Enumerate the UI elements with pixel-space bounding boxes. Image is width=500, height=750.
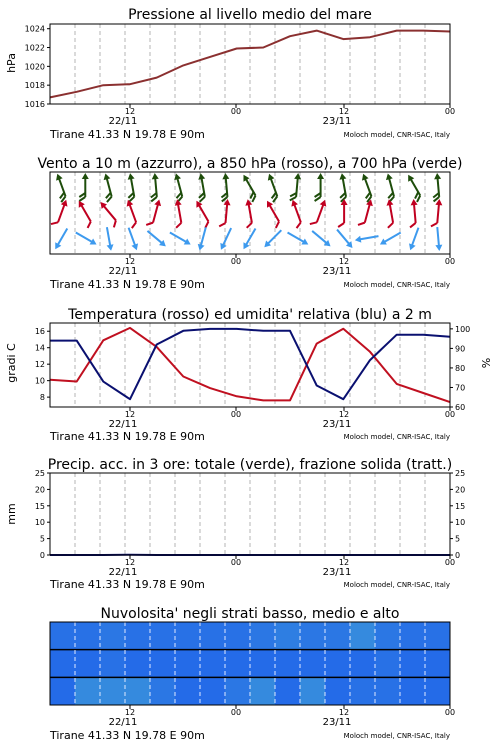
x-tick-label: 12 bbox=[124, 257, 136, 266]
cloud-cell bbox=[75, 650, 101, 678]
location-text: Tirane 41.33 N 19.78 E 90m bbox=[50, 278, 205, 291]
cloud-cell bbox=[125, 677, 151, 705]
x-date-label: 23/11 bbox=[322, 419, 352, 430]
arrow-head bbox=[102, 173, 110, 181]
wind-arrow bbox=[149, 173, 161, 202]
panel-title: Precip. acc. in 3 ore: totale (verde), frazione solida (tratt.) bbox=[47, 457, 453, 473]
credit-text: Moloch model, CNR-ISAC, Italy bbox=[343, 281, 450, 289]
cloud-cell bbox=[125, 622, 151, 650]
arrow-head bbox=[154, 199, 162, 207]
cloud-cell bbox=[175, 622, 201, 650]
arrow-head bbox=[266, 173, 275, 181]
arrow-barb bbox=[410, 223, 416, 228]
y-tick-label: 15 bbox=[455, 501, 466, 511]
arrow-head bbox=[378, 238, 387, 247]
wind-arrow bbox=[74, 199, 96, 228]
arrow-head bbox=[320, 199, 329, 207]
wind-arrow bbox=[407, 226, 422, 251]
arrow-barb bbox=[387, 223, 394, 228]
x-date-label: 23/11 bbox=[322, 717, 352, 728]
cloud-cell bbox=[200, 622, 226, 650]
cloud-cell bbox=[75, 677, 101, 705]
arrow-head bbox=[384, 173, 392, 181]
cloud-cell bbox=[225, 677, 251, 705]
arrow-head bbox=[52, 242, 61, 251]
arrow-head bbox=[294, 173, 301, 180]
x-date-label: 22/11 bbox=[108, 266, 138, 277]
y-tick-label: 80 bbox=[455, 363, 466, 373]
x-tick-label: 12 bbox=[124, 107, 136, 116]
y-tick-label: 25 bbox=[34, 469, 45, 478]
arrow-barb bbox=[130, 222, 137, 228]
wind-arrow bbox=[146, 198, 162, 228]
arrow-barb bbox=[358, 221, 365, 226]
cloud-cell bbox=[150, 650, 176, 678]
wind-arrow bbox=[358, 173, 377, 203]
cloud-cell bbox=[375, 650, 401, 678]
arrow-head bbox=[151, 173, 158, 180]
arrow-head bbox=[338, 173, 346, 180]
arrow-head bbox=[197, 173, 205, 180]
wind-arrow bbox=[383, 199, 397, 228]
cloud-cell bbox=[125, 650, 151, 678]
credit-text: Moloch model, CNR-ISAC, Italy bbox=[343, 433, 450, 441]
arrow-barb bbox=[51, 220, 58, 226]
cloud-cell bbox=[375, 622, 401, 650]
cloud-cell bbox=[300, 677, 326, 705]
arrow-head bbox=[244, 199, 252, 206]
panel-precipitation bbox=[5, 457, 465, 591]
wind-arrow bbox=[238, 173, 260, 202]
x-tick-label: 12 bbox=[338, 410, 350, 419]
arrow-barb bbox=[338, 223, 344, 227]
arrow-head bbox=[264, 199, 273, 208]
arrow-head bbox=[366, 199, 374, 207]
credit-text: Moloch model, CNR-ISAC, Italy bbox=[343, 732, 450, 740]
wind-arrow bbox=[263, 173, 282, 203]
arrow-head bbox=[317, 173, 324, 179]
wind-arrow bbox=[262, 199, 284, 228]
plot-frame bbox=[50, 473, 450, 555]
wind-arrow bbox=[52, 227, 70, 251]
y-tick-label: 1022 bbox=[24, 43, 45, 53]
cloud-cell bbox=[350, 622, 376, 650]
wind-arrow bbox=[124, 173, 138, 202]
y-tick-label: 5 bbox=[455, 534, 461, 544]
y-tick-label: 10 bbox=[34, 376, 45, 386]
cloud-cell bbox=[300, 622, 326, 650]
wind-arrow bbox=[431, 199, 443, 228]
cloud-cell bbox=[100, 650, 126, 678]
x-tick-label: 12 bbox=[338, 107, 350, 116]
x-tick-label: 00 bbox=[230, 558, 242, 567]
arrow-head bbox=[131, 243, 140, 251]
y-tick-label: 12 bbox=[34, 360, 45, 370]
x-date-label: 23/11 bbox=[322, 266, 352, 277]
y-axis-label: mm bbox=[5, 503, 18, 525]
y-tick-label: 1024 bbox=[24, 24, 45, 34]
arrow-head bbox=[301, 238, 310, 247]
cloud-cell bbox=[200, 650, 226, 678]
x-tick-label: 00 bbox=[444, 107, 456, 116]
y-tick-label: 0 bbox=[39, 551, 45, 560]
arrow-head bbox=[360, 173, 369, 181]
y-tick-label: 1020 bbox=[24, 62, 45, 72]
y-tick-label: 0 bbox=[455, 551, 461, 560]
y-axis-label: hPa bbox=[5, 53, 18, 73]
wind-arrow bbox=[334, 227, 355, 250]
x-tick-label: 12 bbox=[338, 257, 350, 266]
wind-arrow bbox=[378, 229, 402, 247]
arrow-head bbox=[107, 244, 115, 251]
cloud-cell bbox=[425, 622, 451, 650]
y-tick-label: 70 bbox=[455, 383, 466, 393]
wind-arrow bbox=[358, 198, 374, 228]
x-date-label: 23/11 bbox=[322, 116, 352, 127]
arrow-head bbox=[410, 199, 417, 206]
location-text: Tirane 41.33 N 19.78 E 90m bbox=[50, 128, 205, 141]
wind-arrow bbox=[125, 226, 140, 251]
arrow-barb bbox=[203, 222, 210, 228]
wind-arrow bbox=[168, 229, 192, 247]
location-text: Tirane 41.33 N 19.78 E 90m bbox=[50, 729, 205, 742]
panel-title: Nuvolosita' negli strati basso, medio e alto bbox=[100, 606, 400, 622]
wind-arrow bbox=[218, 227, 234, 252]
wind-arrow bbox=[171, 199, 185, 228]
wind-arrow bbox=[338, 199, 348, 227]
wind-arrow bbox=[262, 228, 284, 250]
panel-title: Vento a 10 m (azzurro), a 850 hPa (rosso), a 700 hPa (verde) bbox=[37, 156, 463, 172]
cloud-cell bbox=[400, 677, 426, 705]
cloud-cell bbox=[225, 650, 251, 678]
wind-arrow bbox=[195, 173, 209, 202]
wind-arrow bbox=[287, 199, 306, 229]
x-tick-label: 00 bbox=[444, 708, 456, 717]
cloud-cell bbox=[150, 677, 176, 705]
panel-title: Temperatura (rosso) ed umidita' relativa (blu) a 2 m bbox=[68, 307, 432, 323]
wind-arrow bbox=[315, 173, 325, 201]
wind-arrow bbox=[52, 173, 71, 203]
x-date-label: 22/11 bbox=[108, 419, 138, 430]
wind-arrow bbox=[310, 228, 333, 249]
cloud-cell bbox=[150, 622, 176, 650]
panel-pressure bbox=[5, 7, 455, 141]
wind-arrow bbox=[74, 229, 98, 247]
x-tick-label: 12 bbox=[124, 708, 136, 717]
arrow-barb bbox=[175, 223, 182, 228]
cloud-cell bbox=[400, 622, 426, 650]
credit-text: Moloch model, CNR-ISAC, Italy bbox=[343, 581, 450, 589]
y-tick-label: 60 bbox=[455, 403, 466, 412]
panel-cloud-cover bbox=[49, 606, 455, 742]
x-tick-label: 12 bbox=[124, 558, 136, 567]
y-tick-label: 1016 bbox=[24, 100, 45, 109]
arrow-head bbox=[90, 238, 99, 247]
arrow-head bbox=[127, 173, 135, 180]
y2-axis-label: % bbox=[480, 357, 493, 369]
x-date-label: 23/11 bbox=[322, 567, 352, 578]
cloud-cell bbox=[250, 622, 276, 650]
arrow-head bbox=[435, 245, 442, 252]
credit-text: Moloch model, CNR-ISAC, Italy bbox=[343, 131, 450, 139]
arrow-head bbox=[354, 236, 361, 244]
x-tick-label: 12 bbox=[338, 558, 350, 567]
wind-arrow bbox=[242, 199, 256, 228]
y-tick-label: 25 bbox=[455, 469, 466, 478]
arrow-head bbox=[407, 243, 416, 251]
wind-arrow bbox=[431, 173, 443, 202]
plot-frame bbox=[50, 24, 450, 104]
cloud-cell bbox=[300, 650, 326, 678]
cloud-cell bbox=[175, 650, 201, 678]
cloud-cell bbox=[275, 677, 301, 705]
panel-title: Pressione al livello medio del mare bbox=[128, 7, 372, 23]
cloud-cell bbox=[250, 650, 276, 678]
y-axis-label: gradi C bbox=[5, 343, 18, 383]
wind-arrow bbox=[336, 173, 350, 202]
y-tick-label: 10 bbox=[455, 518, 466, 528]
cloud-cell bbox=[50, 622, 76, 650]
cloud-cell bbox=[50, 677, 76, 705]
x-date-label: 22/11 bbox=[108, 116, 138, 127]
arrow-head bbox=[82, 173, 89, 179]
wind-arrow bbox=[191, 199, 213, 228]
x-date-label: 22/11 bbox=[108, 717, 138, 728]
x-tick-label: 00 bbox=[230, 257, 242, 266]
wind-arrow bbox=[79, 173, 89, 201]
wind-arrow bbox=[310, 198, 329, 228]
cloud-cell bbox=[350, 650, 376, 678]
y-tick-label: 8 bbox=[39, 393, 45, 403]
cloud-cell bbox=[100, 622, 126, 650]
y-tick-label: 10 bbox=[34, 518, 45, 528]
wind-arrow bbox=[100, 173, 116, 203]
cloud-cell bbox=[200, 677, 226, 705]
cloud-cell bbox=[75, 622, 101, 650]
wind-arrow bbox=[434, 227, 443, 252]
arrow-head bbox=[434, 173, 441, 180]
wind-arrow bbox=[403, 173, 425, 202]
arrow-barb bbox=[295, 222, 302, 228]
arrow-head bbox=[240, 242, 249, 251]
panel-wind bbox=[37, 156, 462, 291]
cloud-cell bbox=[325, 650, 351, 678]
y-tick-label: 100 bbox=[455, 324, 471, 334]
x-tick-label: 00 bbox=[230, 708, 242, 717]
y-tick-label: 20 bbox=[455, 485, 466, 495]
x-tick-label: 00 bbox=[444, 257, 456, 266]
cloud-cell bbox=[175, 677, 201, 705]
cloud-cell bbox=[50, 650, 76, 678]
cloud-cell bbox=[225, 622, 251, 650]
x-tick-label: 00 bbox=[444, 410, 456, 419]
arrow-head bbox=[173, 173, 181, 181]
y-tick-label: 1018 bbox=[24, 81, 45, 91]
panel-temperature bbox=[5, 307, 493, 443]
arrow-barb bbox=[246, 223, 253, 228]
wind-arrow bbox=[286, 229, 310, 247]
wind-arrow bbox=[196, 226, 209, 251]
cloud-cell bbox=[275, 622, 301, 650]
x-tick-label: 00 bbox=[230, 107, 242, 116]
wind-arrow bbox=[219, 199, 231, 228]
arrow-head bbox=[222, 173, 229, 180]
cloud-cell bbox=[100, 677, 126, 705]
cloud-cell bbox=[325, 677, 351, 705]
cloud-cell bbox=[275, 650, 301, 678]
cloud-cell bbox=[325, 622, 351, 650]
wind-arrow bbox=[103, 227, 114, 252]
arrow-head bbox=[54, 173, 63, 181]
x-tick-label: 00 bbox=[230, 410, 242, 419]
y-tick-label: 15 bbox=[34, 501, 45, 511]
wind-arrow bbox=[145, 228, 168, 249]
arrow-head bbox=[184, 238, 193, 247]
y-tick-label: 90 bbox=[455, 344, 466, 354]
y-tick-label: 5 bbox=[39, 534, 45, 544]
arrow-barb bbox=[310, 220, 317, 226]
y-tick-label: 14 bbox=[34, 343, 45, 353]
arrow-barb bbox=[431, 222, 437, 227]
location-text: Tirane 41.33 N 19.78 E 90m bbox=[50, 430, 205, 443]
cloud-cell bbox=[400, 650, 426, 678]
cloud-cell bbox=[425, 677, 451, 705]
cloud-cell bbox=[375, 677, 401, 705]
wind-arrow bbox=[408, 199, 420, 228]
arrow-head bbox=[405, 173, 414, 182]
x-date-label: 22/11 bbox=[108, 567, 138, 578]
wind-arrow bbox=[382, 173, 398, 203]
x-tick-label: 12 bbox=[338, 708, 350, 717]
x-tick-label: 12 bbox=[124, 410, 136, 419]
arrow-barb bbox=[111, 220, 118, 227]
cloud-cell bbox=[250, 677, 276, 705]
arrow-barb bbox=[86, 222, 93, 228]
cloud-cell bbox=[425, 650, 451, 678]
wind-arrow bbox=[170, 173, 186, 203]
cloud-cell bbox=[350, 677, 376, 705]
wind-arrow bbox=[51, 198, 70, 228]
y-tick-label: 20 bbox=[34, 485, 45, 495]
x-tick-label: 00 bbox=[444, 558, 456, 567]
y-tick-label: 16 bbox=[34, 327, 45, 337]
location-text: Tirane 41.33 N 19.78 E 90m bbox=[50, 578, 205, 591]
arrow-head bbox=[240, 173, 249, 182]
